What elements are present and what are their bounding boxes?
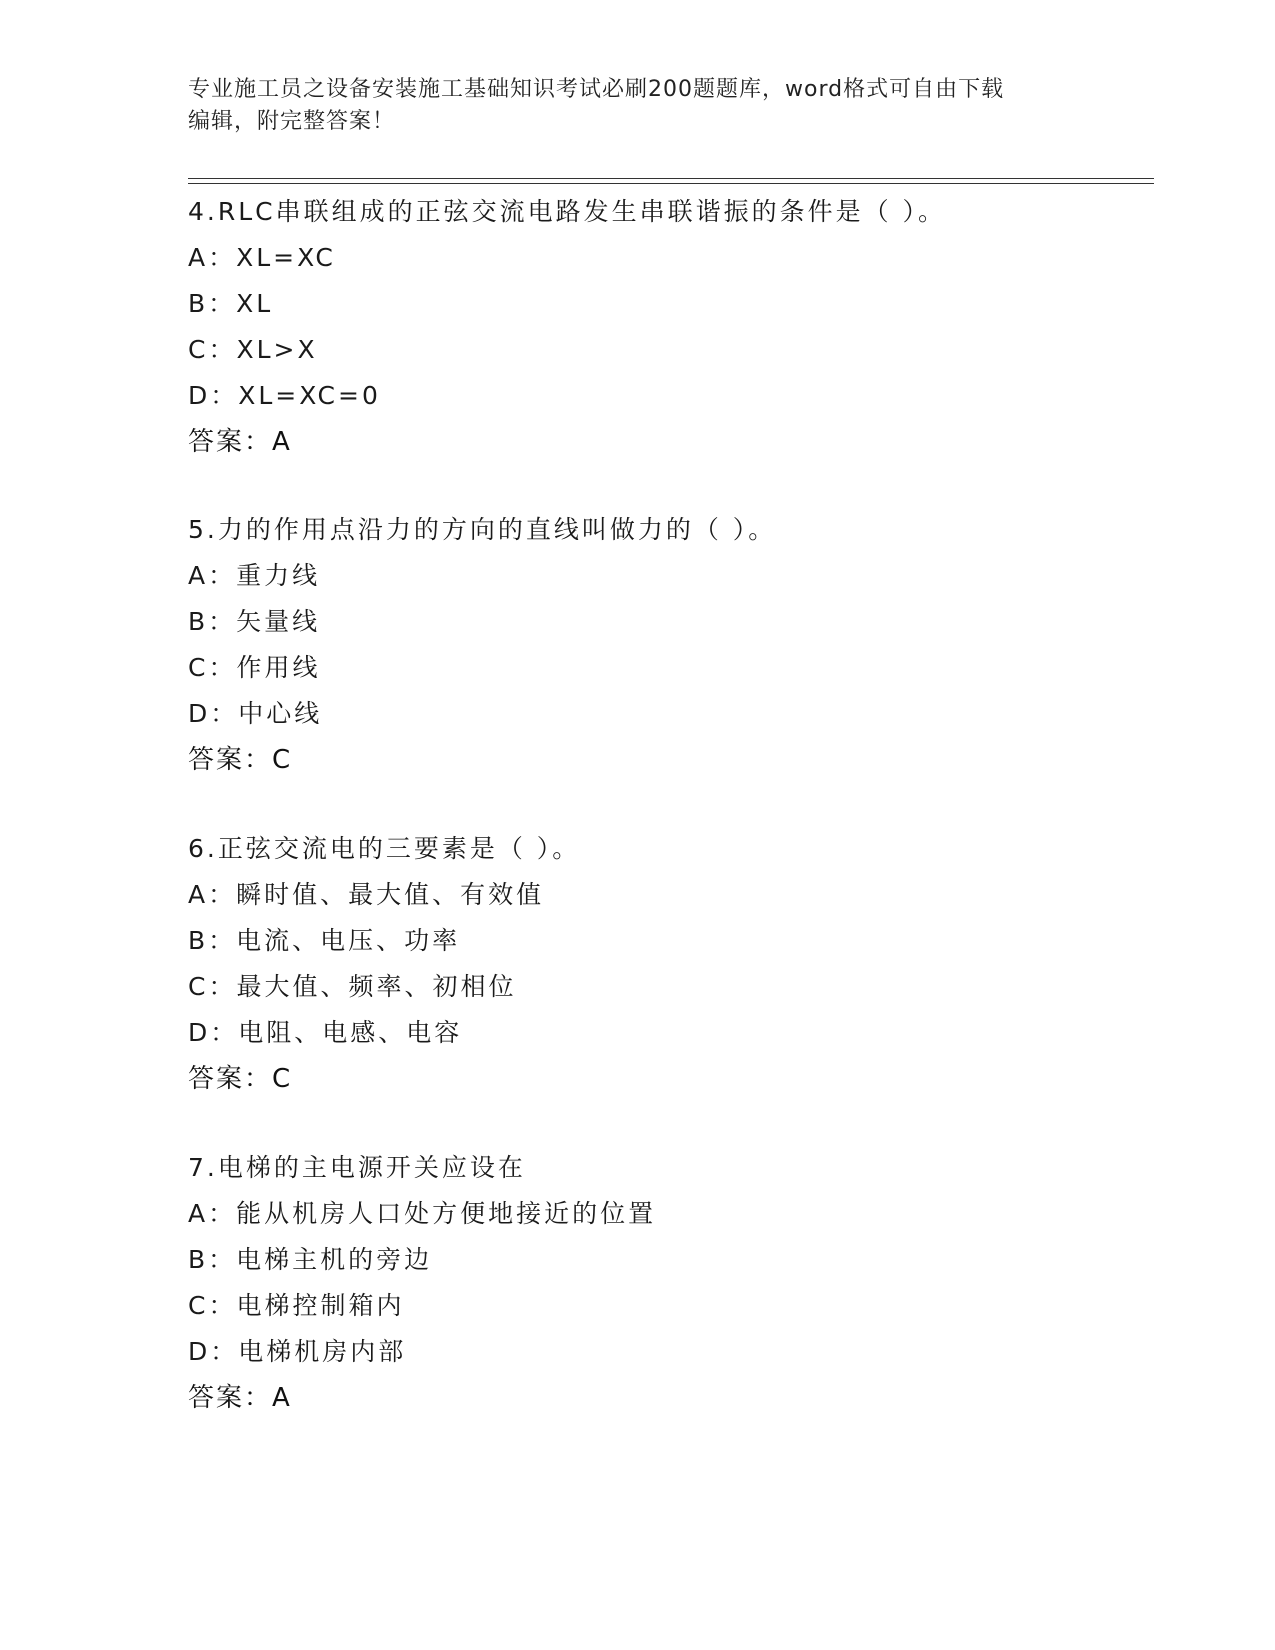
option-d: D：电梯机房内部 xyxy=(188,1337,407,1366)
question-stem: 7.电梯的主电源开关应设在 xyxy=(188,1153,526,1182)
header-line-1: 专业施工员之设备安装施工基础知识考试必刷200题题库，word格式可自由下载 xyxy=(188,77,1005,102)
option-c: C：最大值、频率、初相位 xyxy=(188,972,517,1001)
option-b: B：XL xyxy=(188,289,274,318)
option-a: A：重力线 xyxy=(188,561,321,590)
answer-line: 答案：A xyxy=(188,1383,292,1413)
header-divider-top xyxy=(188,178,1154,179)
option-b: B：矢量线 xyxy=(188,607,321,636)
option-a: A：瞬时值、最大值、有效值 xyxy=(188,880,545,909)
option-c: C：作用线 xyxy=(188,653,321,682)
answer-line: 答案：C xyxy=(188,745,293,775)
question-block xyxy=(188,826,1148,1102)
question-block xyxy=(188,189,1148,465)
option-a: A：能从机房人口处方便地接近的位置 xyxy=(188,1199,657,1228)
option-b: B：电流、电压、功率 xyxy=(188,926,461,955)
answer-line: 答案：A xyxy=(188,427,292,457)
header-line-2: 编辑，附完整答案！ xyxy=(188,109,396,134)
question-stem: 6.正弦交流电的三要素是（ ）。 xyxy=(188,834,581,863)
document-header xyxy=(188,74,1088,138)
option-b: B：电梯主机的旁边 xyxy=(188,1245,433,1274)
option-c: C：XL>X xyxy=(188,335,318,364)
question-block xyxy=(188,1145,1148,1421)
question-block xyxy=(188,507,1148,783)
option-d: D：电阻、电感、电容 xyxy=(188,1018,463,1047)
option-c: C：电梯控制箱内 xyxy=(188,1291,405,1320)
question-stem: 4.RLC串联组成的正弦交流电路发生串联谐振的条件是（ ）。 xyxy=(188,197,947,226)
question-stem: 5.力的作用点沿力的方向的直线叫做力的（ ）。 xyxy=(188,515,777,544)
option-a: A：XL=XC xyxy=(188,243,336,272)
option-d: D：XL=XC=0 xyxy=(188,381,381,410)
header-divider-bottom xyxy=(188,183,1154,184)
option-d: D：中心线 xyxy=(188,699,323,728)
answer-line: 答案：C xyxy=(188,1064,293,1094)
